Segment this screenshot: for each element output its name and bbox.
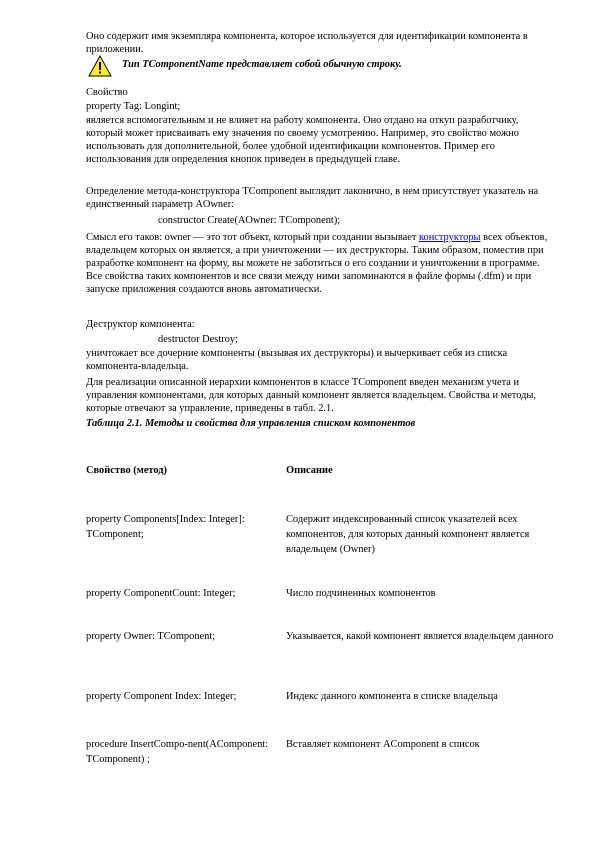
constructor-desc-after: всех объектов, владельцем которых он является, а при уничтожении — их деструкторы. Таким образом, поместив при разработке компонент на форму, вы можете не заботиться о его создании и уничтожении в программе. Все свойства таких компонентов и все связи между ними запоминаются в файле формы (.dfm) и при запуске приложения создаются вновь автоматически.	[86, 232, 548, 295]
hierarchy-paragraph: Для реализации описанной иерархии компонентов в классе TComponent введен механизм учета и управления компонентами, для которых данный компонент является владельцем. Свойства и методы, которые отвечают за управление, приведены в табл. 2.1.	[86, 377, 536, 414]
tag-title: Свойство	[86, 87, 128, 98]
tag-description: является вспомогательным и не влияет на работу компонента. Оно отдано на откуп разработчику, который может присваивать ему значения по своему усмотрению. Например, это свойство можно использовать для дополнительной, более удобной идентификации компонентов. Пример его использования для определения кнопок приведен в предыдущей главе.	[86, 115, 519, 165]
constructor-desc-before: Смысл его таков: owner — это тот объект, который при создании вызывает	[86, 232, 419, 243]
table-cell-member: property Component Index: Integer;	[86, 691, 237, 702]
table-cell-member: property Components[Index: Integer]: TComponent;	[86, 514, 245, 540]
note-block	[86, 53, 556, 79]
table-cell-member: property Owner: TComponent;	[86, 631, 216, 642]
constructor-intro: Определение метода-конструктора TComponent выглядит лаконично, в нем присутствует указатель на единственный параметр AOwner:	[86, 186, 539, 210]
note-text: Тип TComponentName представляет собой обычную строку.	[122, 59, 402, 70]
destructor-intro: Деструктор компонента:	[86, 319, 195, 330]
table-header-description: Описание	[286, 465, 333, 476]
constructor-description	[86, 231, 556, 296]
table-caption: Таблица 2.1. Методы и свойства для управления списком компонентов	[86, 418, 416, 429]
table-cell-description: Указывается, какой компонент является владельцем данного	[286, 631, 554, 642]
destructor-description: уничтожает все дочерние компоненты (вызывая их деструкторы) и вычеркивает себя из списка компонента-владельца.	[86, 348, 508, 372]
table-cell-description: Число подчиненных компонентов	[286, 588, 436, 599]
constructor-declaration: constructor Create(AOwner: TComponent);	[158, 215, 341, 226]
table-cell-description: Вставляет компонент AComponent в список	[286, 739, 480, 750]
table-cell-member: procedure InsertCompo-nent(AComponent: TComponent) ;	[86, 739, 269, 765]
warning-icon	[88, 55, 112, 77]
intro-paragraph: Оно содержит имя экземпляра компонента, которое используется для идентификации компонента в приложении.	[86, 31, 528, 55]
destructor-declaration: destructor Destroy;	[158, 334, 238, 345]
table-cell-description: Индекс данного компонента в списке владельца	[286, 691, 498, 702]
table-header-member: Свойство (метод)	[86, 465, 168, 476]
table-cell-description: Содержит индексированный список указателей всех компонентов, для которых данный компонент является владельцем (Owner)	[286, 514, 530, 555]
constructors-link[interactable]: конструкторы	[419, 232, 481, 243]
tag-declaration: property Tag: Longint;	[86, 101, 181, 112]
table-cell-member: property ComponentCount: Integer;	[86, 588, 236, 599]
